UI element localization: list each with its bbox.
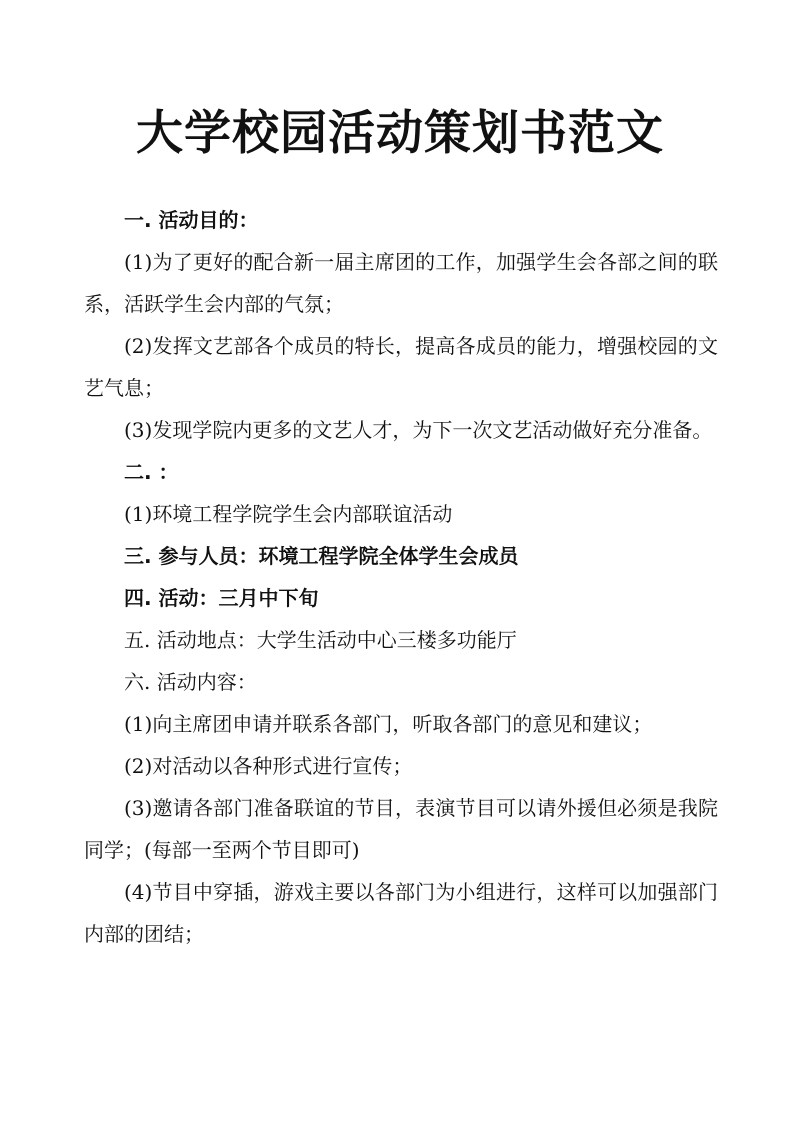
section-heading-time: 四. 活动：三月中下旬 [124, 586, 319, 610]
content-item-2: (2)对活动以各种形式进行宣传； [124, 754, 413, 778]
section-heading-purpose: 一. 活动目的： [124, 208, 259, 232]
section-heading-2: 二. ： [124, 460, 179, 484]
section-heading-participants: 三. 参与人员：环境工程学院全体学生会成员 [124, 544, 519, 568]
content-item-1: (1)向主席团申请并联系各部门，听取各部门的意见和建议； [124, 712, 653, 736]
document-body [84, 199, 718, 955]
purpose-item-1: (1)为了更好的配合新一届主席团的工作，加强学生会各部之间的联系，活跃学生会内部的气氛； [84, 250, 718, 316]
purpose-item-2: (2)发挥文艺部各个成员的特长，提高各成员的能力，增强校园的文艺气息； [84, 334, 718, 400]
section-heading-content: 六. 活动内容： [124, 670, 257, 694]
section-2-item-1: (1)环境工程学院学生会内部联谊活动 [124, 502, 453, 526]
purpose-item-3: (3)发现学院内更多的文艺人才，为下一次文艺活动做好充分准备。 [124, 418, 713, 442]
content-item-4: (4)节目中穿插，游戏主要以各部门为小组进行，这样可以加强部门内部的团结； [84, 880, 718, 946]
section-location: 五. 活动地点：大学生活动中心三楼多功能厅 [124, 628, 517, 652]
content-item-3: (3)邀请各部门准备联谊的节目，表演节目可以请外援但必须是我院同学；(每部一至两个节目即可) [84, 796, 718, 862]
document-title: 大学校园活动策划书范文 [136, 106, 664, 161]
